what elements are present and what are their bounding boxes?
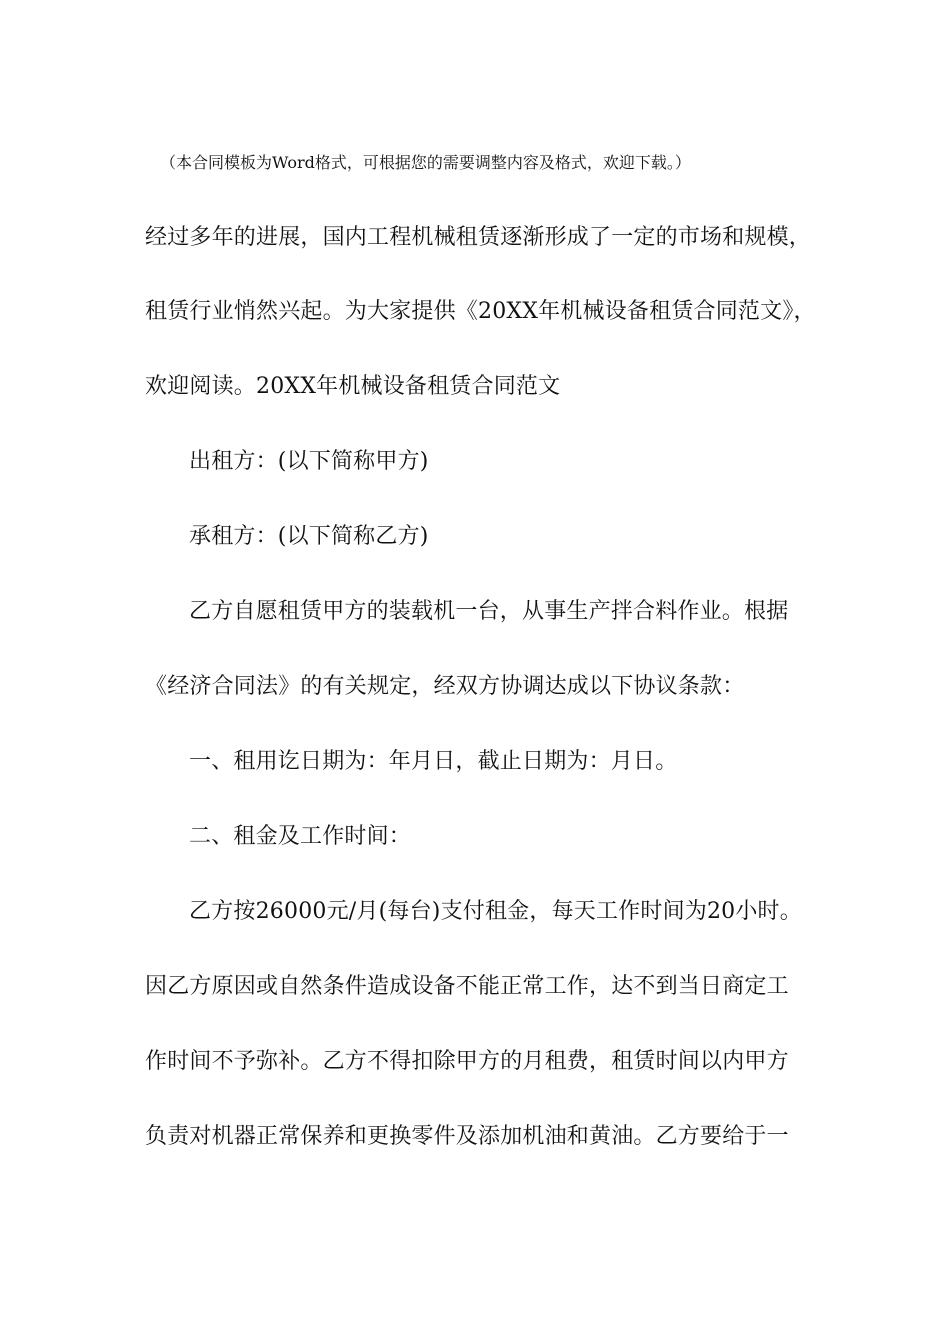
body-line: 负责对机器正常保养和更换零件及添加机油和黄油。乙方要给于一 <box>145 1124 789 1149</box>
body-line: 因乙方原因或自然条件造成设备不能正常工作，达不到当日商定工 <box>145 974 789 999</box>
body-line: 《经济合同法》的有关规定，经双方协调达成以下协议条款： <box>145 674 745 699</box>
lessee-line: 承租方：(以下简称乙方) <box>189 524 429 549</box>
body-line: 欢迎阅读。20XX年机械设备租赁合同范文 <box>145 374 561 399</box>
body-line: 乙方按26000元/月(每台)支付租金，每天工作时间为20小时。 <box>189 899 802 924</box>
clause-heading: 二、租金及工作时间： <box>189 824 412 849</box>
lessor-line: 出租方：(以下简称甲方) <box>189 449 429 474</box>
clause-heading: 一、租用讫日期为：年月日，截止日期为：月日。 <box>189 749 678 774</box>
body-line: 作时间不予弥补。乙方不得扣除甲方的月租费，租赁时间以内甲方 <box>145 1049 789 1074</box>
body-line: 经过多年的进展，国内工程机械租赁逐渐形成了一定的市场和规模， <box>145 225 812 250</box>
body-line: 租赁行业悄然兴起。为大家提供《20XX年机械设备租赁合同范文》， <box>145 299 816 324</box>
template-note: （本合同模板为Word格式，可根据您的需要调整内容及格式，欢迎下载。） <box>160 153 691 172</box>
body-line: 乙方自愿租赁甲方的装载机一台，从事生产拌合料作业。根据 <box>189 599 789 624</box>
